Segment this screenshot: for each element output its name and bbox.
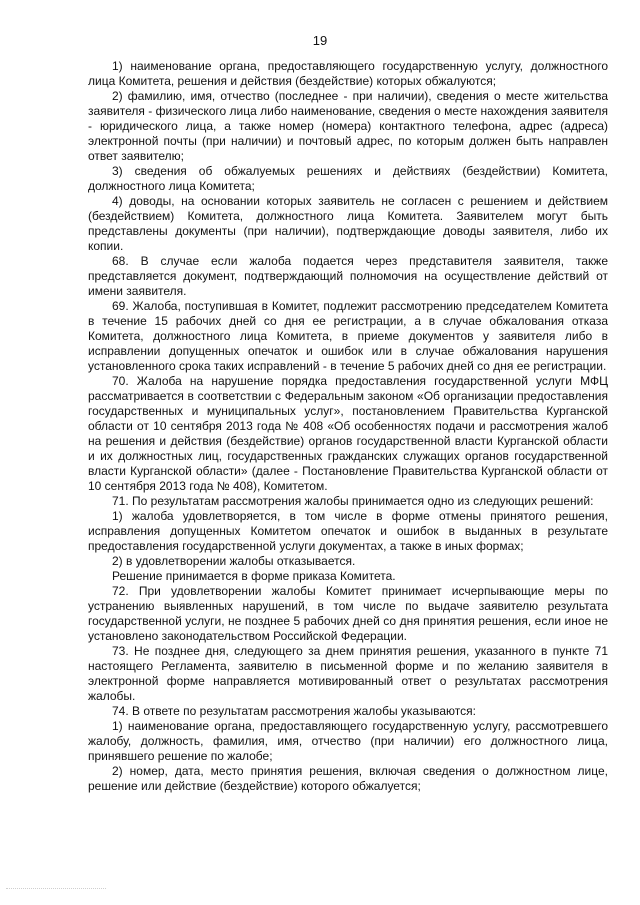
paragraph-68: 68. В случае если жалоба подается через представителя заявителя, также представляется документ, подтверждающий полномочия на осуществление действий от имени заявителя. (88, 254, 608, 298)
paragraph-73: 73. Не позднее дня, следующего за днем принятия решения, указанного в пункте 71 настоящего Регламента, заявителю в письменной форме и по желанию заявителя в электронной форме направляется мотивированный ответ о результатах рассмотрения жалобы. (88, 644, 608, 703)
paragraph-74: 74. В ответе по результатам рассмотрения жалобы указываются: (112, 704, 476, 718)
paragraph-item-3: 3) сведения об обжалуемых решениях и действиях (бездействии) Комитета, должностного лица Комитета; (88, 164, 608, 193)
paragraph-69: 69. Жалоба, поступившая в Комитет, подлежит рассмотрению председателем Комитета в течение 15 рабочих дней со дня ее регистрации, а в случае обжалования отказа Комитета, должностного лица Комитета, в приеме документов у заявителя либо в исправлении допущенных опечаток и ошибок или в случае обжалования нарушения установленного срока таких исправлений - в течение 5 рабочих дней со дня ее регистрации. (88, 299, 608, 373)
paragraph-item-1: 1) наименование органа, предоставляющего государственную услугу, должностного лица Комитета, решения и действия (бездействие) которых обжалуются; (88, 59, 608, 88)
paragraph-71-item-2: 2) в удовлетворении жалобы отказывается. (112, 554, 356, 568)
paragraph-74-item-1: 1) наименование органа, предоставляющего государственную услугу, рассмотревшего жалобу, должность, фамилия, имя, отчество (при наличии) его должностного лица, принявшего решение по жалобе; (88, 719, 608, 763)
page-number: 19 (312, 33, 328, 48)
document-body (88, 59, 608, 794)
paragraph-71: 71. По результатам рассмотрения жалобы принимается одно из следующих решений: (112, 494, 594, 508)
paragraph-70: 70. Жалоба на нарушение порядка предоставления государственной услуги МФЦ рассматривается в соответствии с Федеральным законом «Об организации предоставления государственных и муниципальных услуг», постановлением Правительства Курганской области от 10 сентября 2013 года № 408 «Об особенностях подачи и рассмотрения жалоб на решения и действия (бездействие) органов государственной власти Курганской области и их должностных лиц, государственных гражданских служащих органов государственной власти Курганской области» (далее - Постановление Правительства Курганской области от 10 сентября 2013 года № 408), Комитетом. (88, 374, 608, 493)
paragraph-71-item-1: 1) жалоба удовлетворяется, в том числе в форме отмены принятого решения, исправления допущенных Комитетом опечаток и ошибок в выданных в результате предоставления государственной услуги документах, а также в иных формах; (88, 509, 608, 553)
paragraph-71-decision: Решение принимается в форме приказа Комитета. (112, 569, 396, 583)
paragraph-74-item-2: 2) номер, дата, место принятия решения, включая сведения о должностном лице, решение или действие (бездействие) которого обжалуется; (88, 764, 608, 793)
paragraph-item-4: 4) доводы, на основании которых заявитель не согласен с решением и действием (бездействием) Комитета, должностного лица Комитета. Заявителем могут быть представлены документы (при наличии), подтверждающие доводы заявителя, либо их копии. (88, 194, 608, 253)
paragraph-72: 72. При удовлетворении жалобы Комитет принимает исчерпывающие меры по устранению выявленных нарушений, в том числе по выдаче заявителю результата государственной услуги, не позднее 5 рабочих дней со дня принятия решения, если иное не установлено законодательством Российской Федерации. (88, 584, 608, 643)
paragraph-item-2: 2) фамилию, имя, отчество (последнее - при наличии), сведения о месте жительства заявителя - физического лица либо наименование, сведения о месте нахождения заявителя - юридического лица, а также номер (номера) контактного телефона, адрес (адреса) электронной почты (при наличии) и почтовый адрес, по которым должен быть направлен ответ заявителю; (88, 89, 608, 163)
scan-footer-mark (6, 884, 106, 889)
